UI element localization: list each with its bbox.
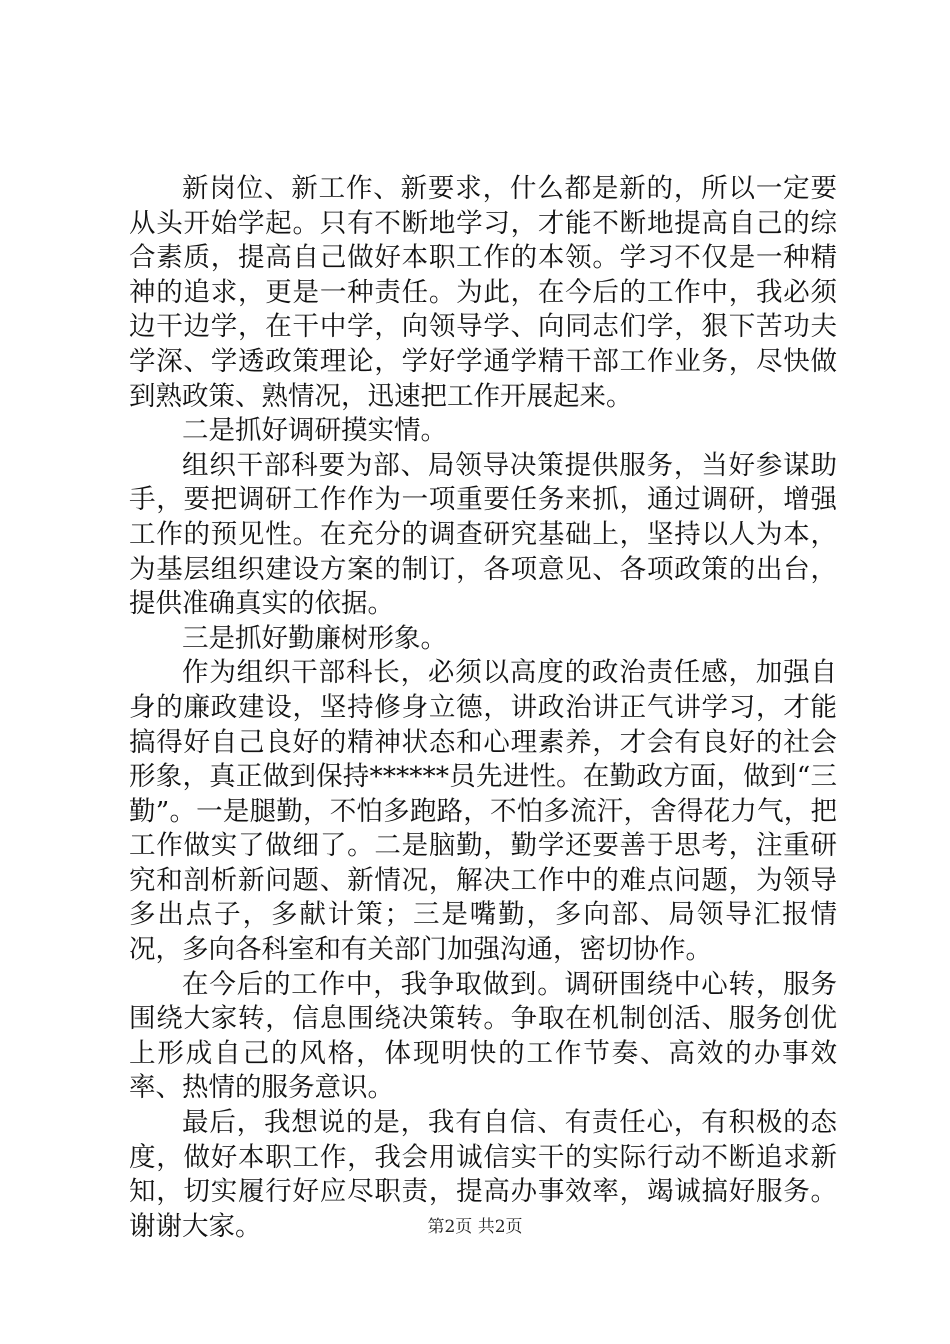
heading-integrity: 三是抓好勤廉树形象。: [182, 622, 447, 654]
heading-research: 二是抓好调研摸实情。: [182, 415, 447, 447]
paragraph-learning: 新岗位、新工作、新要求，什么都是新的，所以一定要从头开始学起。只有不断地学习，才能不断地提高自己的综合素质，提高自己做好本职工作的本领。学习不仅是一种精神的追求，更是一种责任。为此，在今后的工作中，我必须边干边学，在干中学，向领导学、向同志们学，狠下苦功夫学深、学透政策理论，学好学通学精干部工作业务，尽快做到熟政策、熟情况，迅速把工作开展起来。: [129, 173, 837, 412]
paragraph-closing: 最后，我想说的是，我有自信、有责任心，有积极的态度，做好本职工作，我会用诚信实干的实际行动不断追求新知，切实履行好应尽职责，提高办事效率，竭诚搞好服务。谢谢大家。: [129, 1107, 837, 1242]
paragraph-research: 组织干部科要为部、局领导决策提供服务，当好参谋助手，要把调研工作作为一项重要任务来抓，通过调研，增强工作的预见性。在充分的调查研究基础上，坚持以人为本，为基层组织建设方案的制订，各项意见、各项政策的出台，提供准确真实的依据。: [129, 449, 837, 620]
page-footer: 第2页 共2页: [427, 1217, 523, 1237]
paragraph-integrity: 作为组织干部科长，必须以高度的政治责任感，加强自身的廉政建设，坚持修身立德，讲政治讲正气讲学习，才能搞得好自己良好的精神状态和心理素养，才会有良好的社会形象，真正做到保持******员先进性。在勤政方面，做到“三勤”。一是腿勤，不怕多跑路，不怕多流汗，舍得花力气，把工作做实了做细了。二是脑勤，勤学还要善于思考，注重研究和剖析新问题、新情况，解决工作中的难点问题，为领导多出点子，多献计策；三是嘴勤，多向部、局领导汇报情况，多向各科室和有关部门加强沟通，密切协作。: [129, 657, 837, 966]
paragraph-future-work: 在今后的工作中，我争取做到。调研围绕中心转，服务围绕大家转，信息围绕决策转。争取在机制创活、服务创优上形成自己的风格，体现明快的工作节奏、高效的办事效率、热情的服务意识。: [129, 968, 837, 1104]
document-body: [129, 172, 837, 1244]
